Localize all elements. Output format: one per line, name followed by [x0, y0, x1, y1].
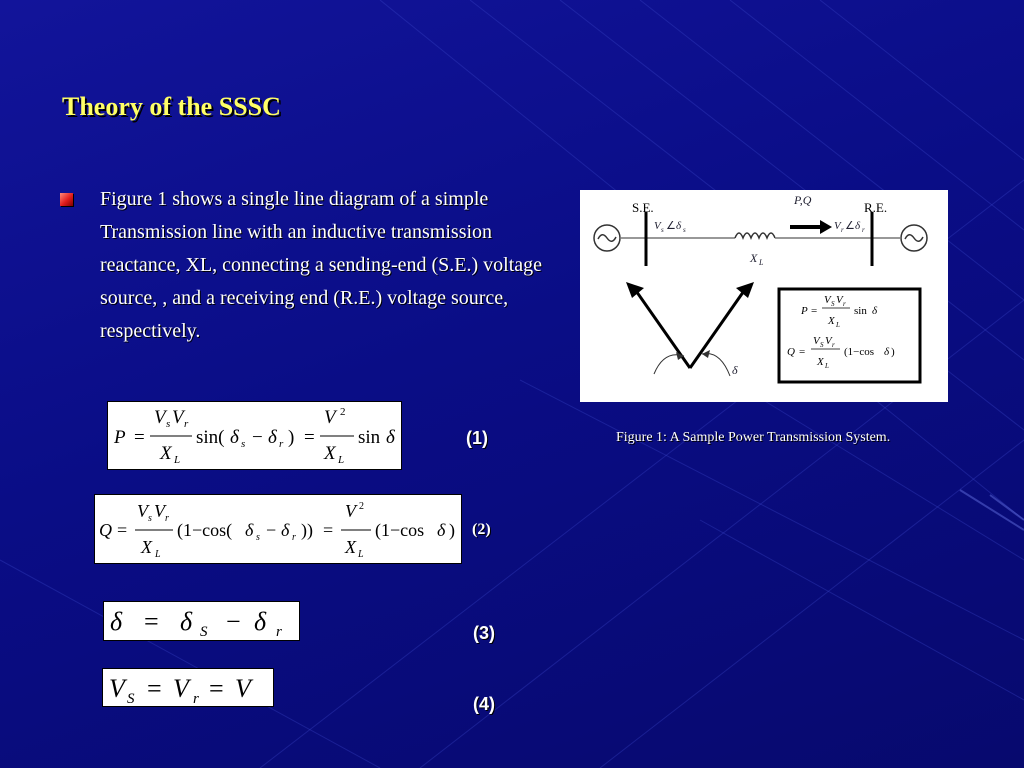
equation-3-image	[103, 601, 300, 641]
svg-text:Q: Q	[99, 520, 112, 540]
svg-text:V: V	[137, 501, 148, 521]
svg-text:V: V	[109, 674, 125, 703]
svg-text:2: 2	[359, 501, 364, 512]
svg-text:L: L	[836, 321, 840, 329]
svg-text:L: L	[174, 454, 181, 466]
svg-text:V: V	[154, 407, 166, 428]
svg-text:s: s	[241, 438, 246, 450]
svg-text:r: r	[184, 418, 189, 430]
single-line-diagram	[580, 190, 948, 402]
svg-text:=: =	[811, 305, 818, 317]
delta-angle-label: δ	[732, 363, 738, 377]
svg-text:): )	[288, 427, 295, 448]
svg-text:L: L	[825, 362, 829, 370]
svg-text:V: V	[825, 335, 832, 347]
equation-2-number: (2)	[472, 521, 491, 538]
svg-text:r: r	[832, 341, 835, 349]
svg-text:)): ))	[301, 520, 313, 540]
equation-4-image	[102, 668, 274, 707]
svg-text:V: V	[345, 501, 356, 521]
svg-text:δ: δ	[268, 427, 277, 448]
svg-text:P: P	[114, 427, 126, 448]
svg-text:X: X	[160, 443, 172, 464]
svg-text:L: L	[759, 258, 764, 267]
svg-text:(1−cos: (1−cos	[844, 346, 875, 358]
svg-text:X: X	[817, 356, 824, 368]
svg-text:S: S	[820, 341, 824, 349]
svg-text:s: s	[683, 226, 686, 234]
svg-text:=: =	[144, 607, 159, 636]
svg-text:S: S	[200, 624, 208, 640]
svg-text:s: s	[661, 226, 664, 234]
svg-text:V: V	[324, 407, 336, 428]
se-label: S.E.	[632, 200, 654, 215]
svg-text:δ: δ	[254, 607, 267, 636]
svg-text:δ: δ	[245, 520, 254, 540]
svg-text:r: r	[193, 691, 199, 706]
svg-text:X: X	[141, 537, 152, 557]
svg-text:r: r	[165, 513, 169, 524]
svg-text:): )	[891, 346, 895, 358]
svg-text:r: r	[862, 226, 865, 234]
svg-text:V: V	[836, 294, 843, 306]
svg-text:P: P	[801, 305, 808, 317]
re-label: R.E.	[864, 200, 888, 215]
svg-text:sin(: sin(	[196, 427, 225, 448]
svg-text:−: −	[226, 607, 241, 636]
svg-text:δ: δ	[110, 607, 123, 636]
svg-text:δ: δ	[281, 520, 290, 540]
svg-text:V: V	[813, 335, 820, 347]
svg-text:V: V	[235, 674, 251, 703]
svg-text:=: =	[147, 674, 162, 703]
svg-text:=: =	[134, 427, 145, 448]
svg-text:): )	[449, 520, 455, 540]
svg-text:s: s	[256, 532, 260, 543]
svg-text:∠: ∠	[845, 220, 855, 232]
svg-text:X: X	[345, 537, 356, 557]
equation-4-number: (4)	[473, 694, 495, 714]
svg-text:S: S	[127, 691, 135, 706]
bullet-icon	[60, 193, 73, 206]
xl-label	[749, 251, 764, 267]
svg-text:δ: δ	[437, 520, 446, 540]
svg-text:V: V	[173, 674, 189, 703]
svg-text:r: r	[279, 438, 284, 450]
svg-text:=: =	[209, 674, 224, 703]
svg-text:V: V	[154, 501, 165, 521]
equation-1-number: (1)	[466, 428, 488, 448]
svg-text:r: r	[843, 300, 846, 308]
equation-2-image	[94, 494, 462, 564]
svg-text:S: S	[831, 300, 835, 308]
svg-text:X: X	[828, 315, 835, 327]
svg-text:X: X	[750, 251, 758, 265]
pq-label: P,Q	[794, 193, 812, 207]
svg-text:=: =	[304, 427, 315, 448]
svg-text:=: =	[799, 346, 806, 358]
transmission-system-figure	[580, 190, 948, 402]
svg-text:r: r	[276, 624, 282, 640]
svg-text:(1−cos: (1−cos	[375, 520, 425, 540]
vs-angle-label	[654, 220, 686, 234]
svg-text:s: s	[148, 513, 152, 524]
phasor-diagram	[634, 288, 746, 368]
svg-text:Q: Q	[787, 346, 795, 358]
svg-text:s: s	[166, 418, 171, 430]
svg-text:V: V	[834, 220, 841, 232]
svg-text:δ: δ	[884, 346, 890, 358]
svg-text:r: r	[292, 532, 296, 543]
svg-text:V: V	[654, 220, 661, 232]
equation-4-formula	[103, 669, 273, 706]
svg-text:r: r	[841, 226, 844, 234]
equation-2-formula	[95, 495, 461, 563]
sending-source-icon	[594, 225, 620, 251]
vr-angle-label	[834, 220, 865, 234]
svg-text:2: 2	[340, 406, 346, 418]
formula-box	[779, 289, 920, 382]
pq-formulas	[787, 294, 895, 370]
svg-text:δ: δ	[180, 607, 193, 636]
equation-1-image	[107, 401, 402, 470]
receiving-source-icon	[901, 225, 927, 251]
svg-text:L: L	[338, 454, 345, 466]
svg-text:δ: δ	[855, 220, 861, 232]
equation-3-number: (3)	[473, 623, 495, 643]
svg-text:δ: δ	[676, 220, 682, 232]
svg-text:sin: sin	[854, 305, 867, 317]
svg-text:(1−cos(: (1−cos(	[177, 520, 233, 540]
svg-text:−: −	[266, 520, 277, 540]
slide-title: Theory of the SSSC	[62, 92, 281, 121]
svg-text:=: =	[323, 520, 334, 540]
svg-text:L: L	[155, 549, 161, 560]
equation-1-formula	[108, 402, 401, 469]
svg-text:=: =	[117, 520, 128, 540]
equation-3-formula	[104, 602, 299, 640]
svg-text:−: −	[252, 427, 263, 448]
svg-text:X: X	[324, 443, 336, 464]
svg-text:δ: δ	[386, 427, 395, 448]
svg-text:δ: δ	[230, 427, 239, 448]
bullet-text: Figure 1 shows a single line diagram of a simple Transmission line with an inductive transmission reactance, XL, connecting a sending-end (S.E.) voltage source, , and a receiving end (R.E.) voltage source, respectively.	[100, 188, 543, 342]
svg-text:δ: δ	[872, 305, 878, 317]
svg-text:∠: ∠	[666, 220, 676, 232]
svg-text:sin: sin	[358, 427, 381, 448]
svg-text:V: V	[172, 407, 184, 428]
svg-text:V: V	[824, 294, 831, 306]
svg-text:L: L	[358, 549, 364, 560]
figure-caption: Figure 1: A Sample Power Transmission System.	[616, 430, 891, 445]
